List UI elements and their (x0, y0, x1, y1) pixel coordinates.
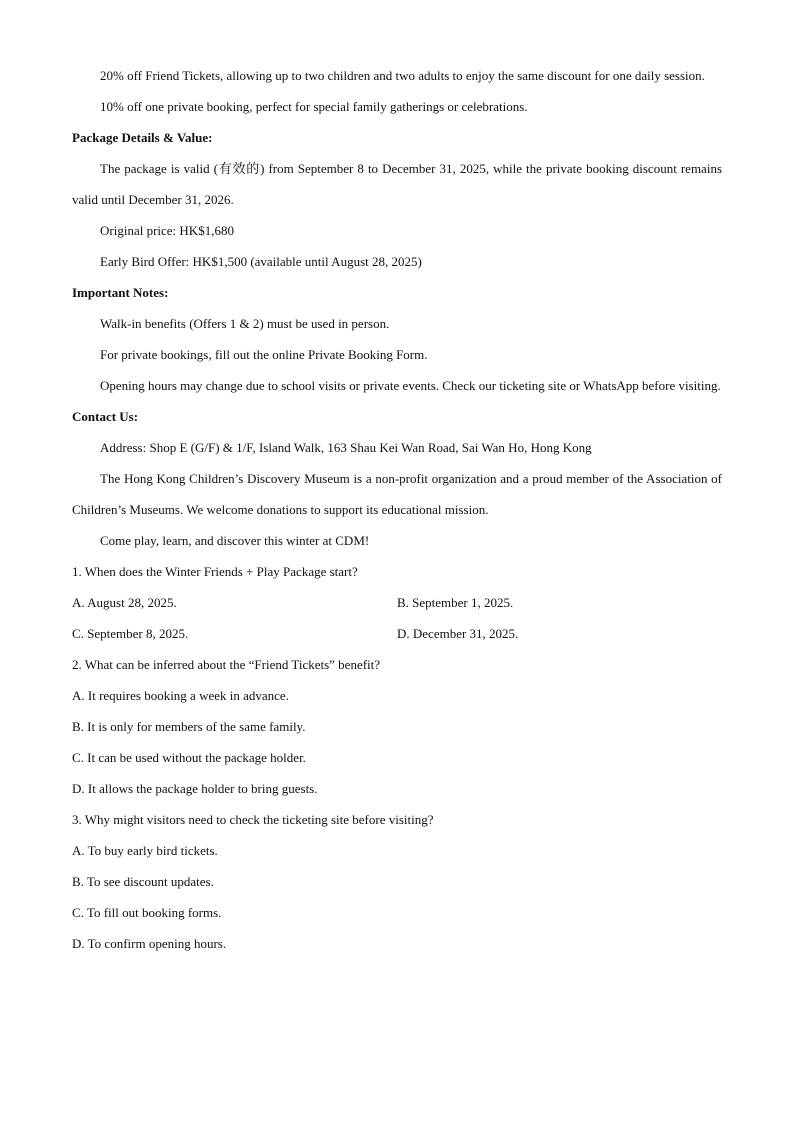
question-1-stem: 1. When does the Winter Friends + Play Package start? (72, 564, 358, 579)
validity-paragraph: The package is valid (有效的) from September 8 to December 31, 2025, while the private booking discount remains valid until December 31, 2026. (72, 161, 722, 207)
package-heading: Package Details & Value: (72, 130, 213, 145)
note-opening-hours: Opening hours may change due to school visits or private events. Check our ticketing site or WhatsApp before visiting. (100, 378, 721, 393)
original-price: Original price: HK$1,680 (100, 223, 234, 238)
note-private-booking: For private bookings, fill out the online Private Booking Form. (100, 347, 428, 362)
offer-friend-tickets: 20% off Friend Tickets, allowing up to two children and two adults to enjoy the same discount for one daily session. (100, 68, 705, 83)
question-1-option-a: A. August 28, 2025. (72, 595, 177, 610)
question-1-option-d: D. December 31, 2025. (397, 626, 519, 641)
early-bird-offer: Early Bird Offer: HK$1,500 (available until August 28, 2025) (100, 254, 422, 269)
question-2-option-c: C. It can be used without the package holder. (72, 750, 306, 765)
question-2-option-a: A. It requires booking a week in advance. (72, 688, 289, 703)
question-1-option-c: C. September 8, 2025. (72, 626, 189, 641)
question-1-options-row-1 (72, 587, 722, 618)
offer-private-booking: 10% off one private booking, perfect for special family gatherings or celebrations. (100, 99, 528, 114)
note-walk-in: Walk-in benefits (Offers 1 & 2) must be used in person. (100, 316, 390, 331)
question-3-option-d: D. To confirm opening hours. (72, 936, 227, 951)
contact-heading: Contact Us: (72, 409, 139, 424)
question-2-stem: 2. What can be inferred about the “Friend Tickets” benefit? (72, 657, 381, 672)
question-3-option-c: C. To fill out booking forms. (72, 905, 222, 920)
address-line: Address: Shop E (G/F) & 1/F, Island Walk, 163 Shau Kei Wan Road, Sai Wan Ho, Hong Kong (100, 440, 592, 455)
museum-about: The Hong Kong Children’s Discovery Museum is a non-profit organization and a proud member of the Association of Children’s Museums. We welcome donations to support its educational mission. (72, 471, 722, 517)
notes-heading: Important Notes: (72, 285, 169, 300)
question-3-option-b: B. To see discount updates. (72, 874, 214, 889)
question-3-stem: 3. Why might visitors need to check the ticketing site before visiting? (72, 812, 434, 827)
document-page (72, 60, 722, 959)
question-3-option-a: A. To buy early bird tickets. (72, 843, 218, 858)
question-2-option-d: D. It allows the package holder to bring guests. (72, 781, 318, 796)
question-1-options-row-2 (72, 618, 722, 649)
closing-line: Come play, learn, and discover this winter at CDM! (100, 533, 370, 548)
question-1-option-b: B. September 1, 2025. (397, 595, 514, 610)
question-2-option-b: B. It is only for members of the same family. (72, 719, 306, 734)
